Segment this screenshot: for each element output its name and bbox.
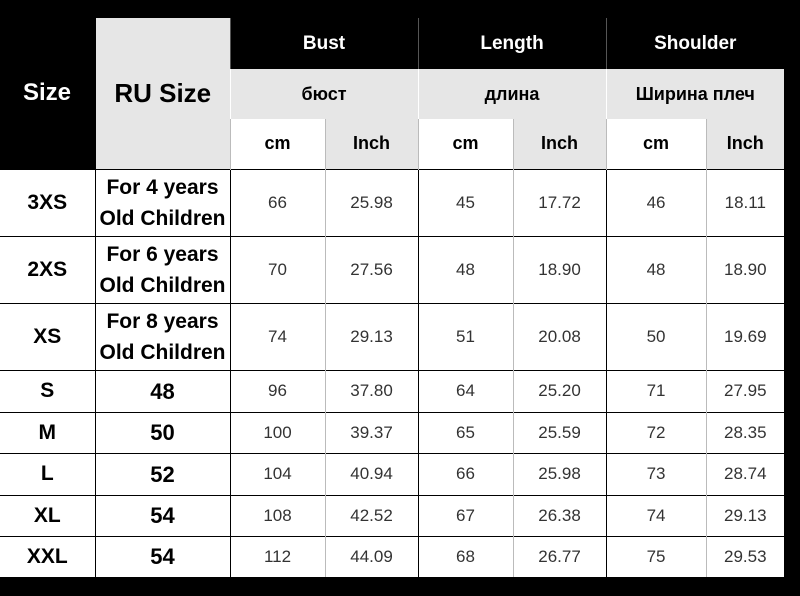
- length-inch-cell: 18.90: [513, 236, 606, 303]
- bust-cm-cell: 100: [230, 412, 325, 453]
- shoulder-cm-cell: 50: [606, 303, 706, 370]
- length-inch-cell: 26.77: [513, 536, 606, 577]
- length-cm-cell: 68: [418, 536, 513, 577]
- ru-size-line: For 4 years: [106, 175, 219, 199]
- ru-size-line: 50: [150, 420, 175, 445]
- size-cell: 3XS: [0, 169, 95, 236]
- shoulder-inch-cell: 29.53: [706, 536, 784, 577]
- size-cell: XS: [0, 303, 95, 370]
- ru-size-line: Old Children: [99, 340, 226, 364]
- length-inch-cell: 17.72: [513, 169, 606, 236]
- length-cm-cell: 66: [418, 453, 513, 495]
- length-cm-cell: 45: [418, 169, 513, 236]
- table-row: [0, 236, 784, 303]
- length-inch-cell: 26.38: [513, 495, 606, 536]
- shoulder-cm-cell: 74: [606, 495, 706, 536]
- shoulder-cm-header: cm: [606, 119, 706, 169]
- ru-size-cell: [95, 236, 230, 303]
- ru-size-line: 54: [150, 544, 175, 570]
- ru-size-line: For 6 years: [106, 242, 219, 266]
- length-inch-cell: 25.20: [513, 370, 606, 412]
- ru-size-line: 54: [150, 503, 175, 528]
- bust-inch-cell: 37.80: [325, 370, 418, 412]
- bust-inch-cell: 39.37: [325, 412, 418, 453]
- bottom-border: [0, 578, 800, 596]
- size-cell: L: [0, 453, 95, 495]
- length-cm-cell: 65: [418, 412, 513, 453]
- table-row: [0, 536, 784, 577]
- bust-inch-cell: 44.09: [325, 536, 418, 577]
- shoulder-inch-header: Inch: [706, 119, 784, 169]
- ru-size-column-header: RU Size: [95, 18, 230, 169]
- length-inch-header: Inch: [513, 119, 606, 169]
- ru-size-line: 48: [150, 378, 175, 404]
- ru-size-cell: [95, 453, 230, 495]
- ru-size-cell: [95, 169, 230, 236]
- size-cell: S: [0, 370, 95, 412]
- shoulder-inch-cell: 19.69: [706, 303, 784, 370]
- shoulder-inch-cell: 18.90: [706, 236, 784, 303]
- table-row: [0, 453, 784, 495]
- shoulder-cm-cell: 71: [606, 370, 706, 412]
- shoulder-inch-cell: 29.13: [706, 495, 784, 536]
- size-column-header: Size: [0, 18, 95, 169]
- table-row: [0, 169, 784, 236]
- shoulder-cm-cell: 46: [606, 169, 706, 236]
- shoulder-inch-cell: 18.11: [706, 169, 784, 236]
- bust-cm-header: cm: [230, 119, 325, 169]
- shoulder-inch-cell: 27.95: [706, 370, 784, 412]
- ru-size-line: 52: [150, 461, 175, 487]
- bust-cm-cell: 112: [230, 536, 325, 577]
- shoulder-cm-cell: 72: [606, 412, 706, 453]
- ru-size-line: Old Children: [99, 273, 226, 297]
- length-cm-cell: 64: [418, 370, 513, 412]
- shoulder-cm-cell: 75: [606, 536, 706, 577]
- table-row: [0, 370, 784, 412]
- shoulder-ru-label: Ширина плеч: [606, 69, 784, 119]
- bust-cm-cell: 104: [230, 453, 325, 495]
- length-inch-cell: 25.98: [513, 453, 606, 495]
- size-cell: XL: [0, 495, 95, 536]
- shoulder-inch-cell: 28.74: [706, 453, 784, 495]
- bust-inch-cell: 25.98: [325, 169, 418, 236]
- length-cm-header: cm: [418, 119, 513, 169]
- shoulder-inch-cell: 28.35: [706, 412, 784, 453]
- size-cell: XXL: [0, 536, 95, 577]
- ru-size-cell: [95, 303, 230, 370]
- ru-size-cell: [95, 370, 230, 412]
- table-row: [0, 303, 784, 370]
- bust-inch-cell: 42.52: [325, 495, 418, 536]
- ru-size-line: For 8 years: [106, 309, 219, 333]
- ru-size-cell: [95, 412, 230, 453]
- bust-cm-cell: 66: [230, 169, 325, 236]
- bust-cm-cell: 74: [230, 303, 325, 370]
- bust-inch-cell: 29.13: [325, 303, 418, 370]
- length-ru-label: длина: [418, 69, 606, 119]
- bust-inch-header: Inch: [325, 119, 418, 169]
- length-cm-cell: 51: [418, 303, 513, 370]
- length-header: Length: [418, 18, 606, 69]
- size-cell: M: [0, 412, 95, 453]
- shoulder-cm-cell: 48: [606, 236, 706, 303]
- bust-header: Bust: [230, 18, 418, 69]
- bust-inch-cell: 27.56: [325, 236, 418, 303]
- length-inch-cell: 20.08: [513, 303, 606, 370]
- table-row: [0, 495, 784, 536]
- size-cell: 2XS: [0, 236, 95, 303]
- shoulder-header: Shoulder: [606, 18, 784, 69]
- bust-cm-cell: 96: [230, 370, 325, 412]
- shoulder-cm-cell: 73: [606, 453, 706, 495]
- ru-size-cell: [95, 495, 230, 536]
- bust-inch-cell: 40.94: [325, 453, 418, 495]
- bust-cm-cell: 108: [230, 495, 325, 536]
- size-chart-table: [0, 18, 784, 577]
- table-row: [0, 412, 784, 453]
- bust-cm-cell: 70: [230, 236, 325, 303]
- ru-size-line: Old Children: [99, 206, 226, 230]
- ru-size-cell: [95, 536, 230, 577]
- length-inch-cell: 25.59: [513, 412, 606, 453]
- length-cm-cell: 67: [418, 495, 513, 536]
- bust-ru-label: бюст: [230, 69, 418, 119]
- length-cm-cell: 48: [418, 236, 513, 303]
